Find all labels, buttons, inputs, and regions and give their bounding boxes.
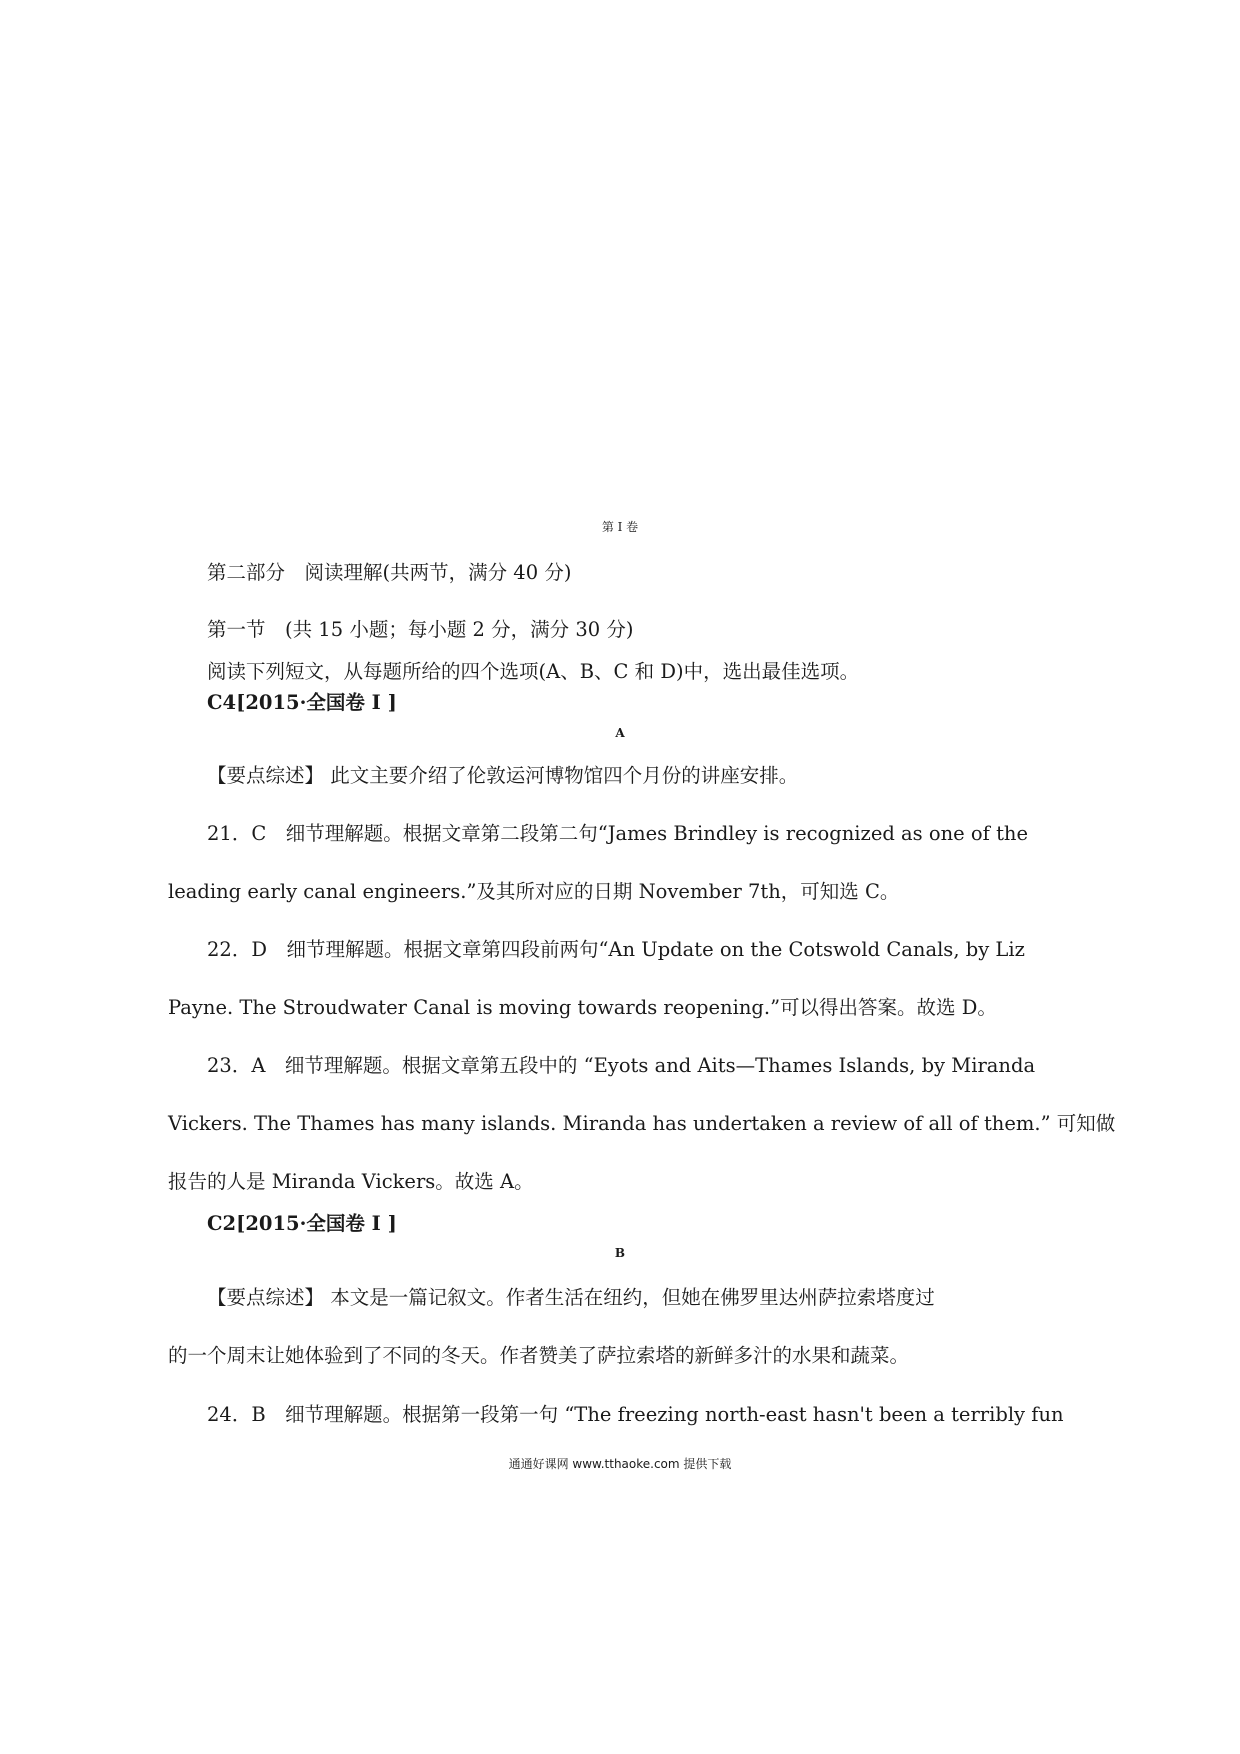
passage-a-letter: A	[615, 726, 625, 740]
answer-24-line1: 24．B 细节理解题。根据第一段第一句 “The freezing north-east hasn't been a terribly fun	[207, 1403, 1064, 1426]
passage-b-summary-line2: 的一个周末让她体验到了不同的冬天。作者赞美了萨拉索塔的新鲜多汁的水果和蔬菜。	[168, 1344, 910, 1367]
page-footer: 通通好课网 www.tthaoke.com 提供下载	[508, 1457, 732, 1471]
answer-21-line2: leading early canal engineers.”及其所对应的日期 November 7th，可知选 C。	[168, 880, 900, 903]
passage-a-source: C4[2015·全国卷 I ]	[207, 691, 397, 714]
passage-b-source: C2[2015·全国卷 I ]	[207, 1212, 397, 1235]
answer-22-line2: Payne. The Stroudwater Canal is moving towards reopening.”可以得出答案。故选 D。	[168, 996, 997, 1019]
volume-title: 第 I 卷	[601, 520, 639, 534]
instructions: 阅读下列短文，从每题所给的四个选项(A、B、C 和 D)中，选出最佳选项。	[207, 660, 860, 683]
answer-23-line2: Vickers. The Thames has many islands. Miranda has undertaken a review of all of them.” 可知做	[168, 1112, 1116, 1135]
answer-23-line3: 报告的人是 Miranda Vickers。故选 A。	[168, 1170, 534, 1193]
passage-b-summary-line1: 【要点综述】 本文是一篇记叙文。作者生活在纽约，但她在佛罗里达州萨拉索塔度过	[207, 1286, 935, 1309]
answer-21-line1: 21．C 细节理解题。根据文章第二段第二句“James Brindley is recognized as one of the	[207, 822, 1028, 845]
section-title: 第一节 (共 15 小题；每小题 2 分，满分 30 分)	[207, 618, 634, 641]
answer-23-line1: 23．A 细节理解题。根据文章第五段中的 “Eyots and Aits—Thames Islands, by Miranda	[207, 1054, 1036, 1077]
answer-22-line1: 22．D 细节理解题。根据文章第四段前两句“An Update on the Cotswold Canals, by Liz	[207, 938, 1025, 961]
passage-b-letter: B	[614, 1246, 626, 1260]
part-title: 第二部分 阅读理解(共两节，满分 40 分)	[207, 561, 572, 584]
passage-a-summary: 【要点综述】 此文主要介绍了伦敦运河博物馆四个月份的讲座安排。	[207, 764, 799, 787]
